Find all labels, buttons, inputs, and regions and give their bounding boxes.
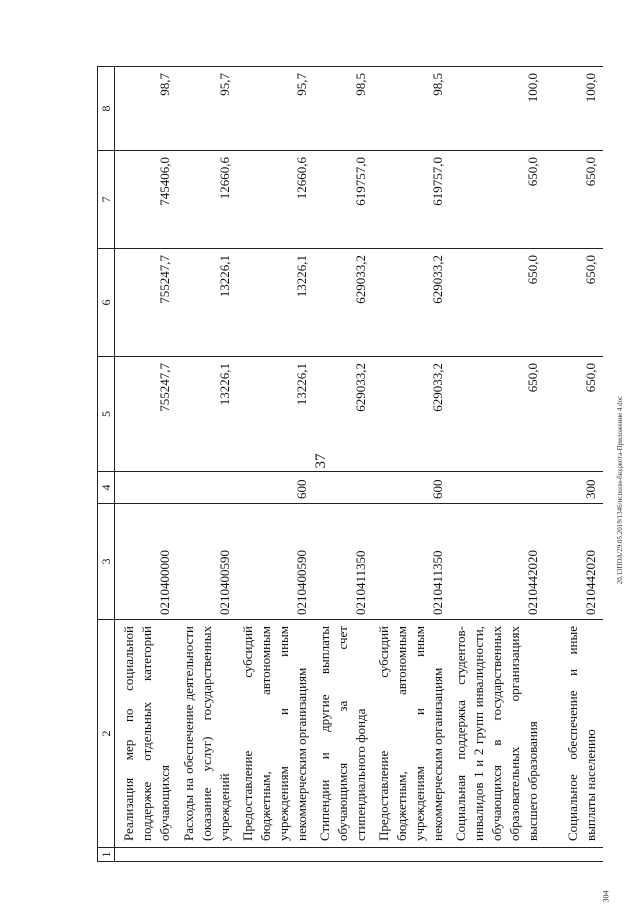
row-value-cell: 100,0 (545, 67, 603, 151)
row-value-cell: 98,7 (115, 67, 177, 151)
row-value-cell: 13226,1 (237, 357, 314, 472)
row-value-cell: 745406,0 (115, 151, 177, 249)
row-number-cell (373, 848, 450, 862)
column-header: 8 (98, 67, 115, 151)
table-row (314, 67, 373, 862)
column-header: 1 (98, 848, 115, 862)
budget-table-container (97, 67, 598, 862)
row-name-cell: Социальное обеспечение и иные выплаты населению (545, 620, 603, 848)
row-number-cell (545, 848, 603, 862)
row-number-cell (314, 848, 373, 862)
row-value-cell: 98,5 (373, 67, 450, 151)
row-name-cell: Предоставление субсидий бюджетным, автономным учреждениям и иным некоммерческим организациям (237, 620, 314, 848)
row-value-cell: 629033,2 (314, 249, 373, 357)
column-header: 4 (98, 472, 115, 504)
row-number-cell (450, 848, 545, 862)
row-code-cell: 0210400590 (177, 504, 237, 620)
column-header: 5 (98, 357, 115, 472)
row-name-cell: Реализация мер по социальной поддержке отдельных категорий обучающихся (115, 620, 177, 848)
corner-page-mark: 304 (601, 890, 611, 903)
row-value-cell: 650,0 (450, 249, 545, 357)
row-value-cell: 629033,2 (373, 357, 450, 472)
row-value-cell: 755247,7 (115, 249, 177, 357)
row-code-cell: 0210400590 (237, 504, 314, 620)
row-vr-cell (450, 472, 545, 504)
row-vr-cell (177, 472, 237, 504)
row-vr-cell: 600 (237, 472, 314, 504)
footer-file-note: 20.13ПОА/29.05.2019/1346/исполн-бюджета-Приложение 4.doc (616, 395, 624, 585)
row-code-cell: 0210411350 (373, 504, 450, 620)
row-code-cell: 0210442020 (450, 504, 545, 620)
table-row (373, 67, 450, 862)
row-value-cell: 629033,2 (314, 357, 373, 472)
row-vr-cell: 300 (545, 472, 603, 504)
row-vr-cell (115, 472, 177, 504)
table-row (177, 67, 237, 862)
row-code-cell: 0210411350 (314, 504, 373, 620)
row-name-cell: Стипендии и другие выплаты обучающимся за счет стипендиального фонда (314, 620, 373, 848)
table-row (115, 67, 177, 862)
page-number: 37 (313, 453, 329, 469)
row-number-cell (237, 848, 314, 862)
row-number-cell (177, 848, 237, 862)
column-header: 2 (98, 620, 115, 848)
row-name-cell: Предоставление субсидий бюджетным, автономным учреждениям и иным некоммерческим организациям (373, 620, 450, 848)
row-value-cell: 13226,1 (177, 357, 237, 472)
row-name-cell: Социальная поддержка студентов-инвалидов 1 и 2 групп инвалидности, обучающихся в государственных образовательных организациях высшего образования (450, 620, 545, 848)
column-header: 3 (98, 504, 115, 620)
row-value-cell: 95,7 (237, 67, 314, 151)
budget-table (97, 66, 603, 862)
row-value-cell: 650,0 (545, 357, 603, 472)
row-value-cell: 100,0 (450, 67, 545, 151)
row-vr-cell: 600 (373, 472, 450, 504)
column-header: 7 (98, 151, 115, 249)
row-value-cell: 13226,1 (177, 249, 237, 357)
table-row (545, 67, 603, 862)
table-header-row (98, 67, 115, 862)
row-name-cell: Расходы на обеспечение деятельности (оказание услуг) государственных учреждений (177, 620, 237, 848)
row-value-cell: 95,7 (177, 67, 237, 151)
row-number-cell (115, 848, 177, 862)
row-value-cell: 629033,2 (373, 249, 450, 357)
table-row (450, 67, 545, 862)
table-row (237, 67, 314, 862)
row-value-cell: 650,0 (545, 151, 603, 249)
row-value-cell: 650,0 (545, 249, 603, 357)
row-value-cell: 650,0 (450, 151, 545, 249)
row-value-cell: 619757,0 (373, 151, 450, 249)
row-value-cell: 12660,6 (237, 151, 314, 249)
row-value-cell: 13226,1 (237, 249, 314, 357)
column-header: 6 (98, 249, 115, 357)
row-value-cell: 619757,0 (314, 151, 373, 249)
row-value-cell: 650,0 (450, 357, 545, 472)
row-vr-cell (314, 472, 373, 504)
row-value-cell: 98,5 (314, 67, 373, 151)
row-value-cell: 755247,7 (115, 357, 177, 472)
row-value-cell: 12660,6 (177, 151, 237, 249)
row-code-cell: 0210400000 (115, 504, 177, 620)
row-code-cell: 0210442020 (545, 504, 603, 620)
